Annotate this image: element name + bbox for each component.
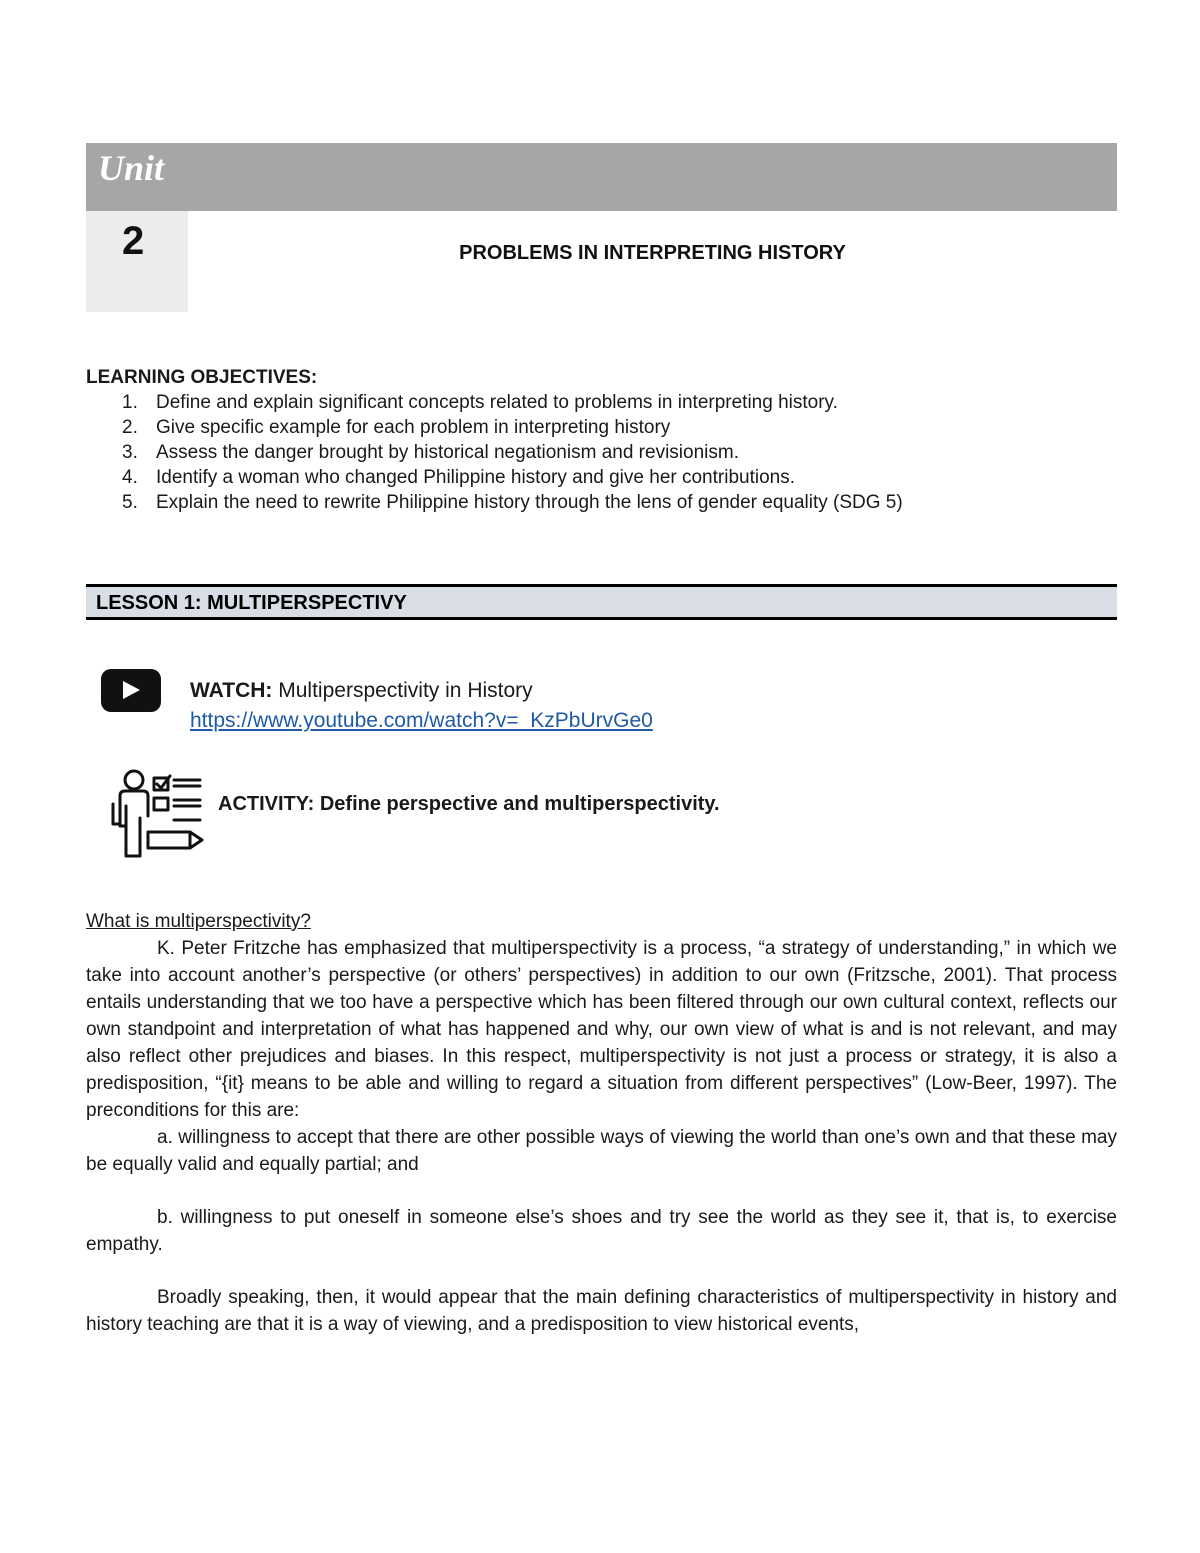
activity-instruction [218, 793, 720, 816]
list-text: Give specific example for each problem in interpreting history [156, 417, 671, 438]
list-number: 1. [122, 392, 138, 413]
precondition-b: b. willingness to put oneself in someone else’s shoes and try see the world as they see it, that is, to exercise empathy. [86, 1207, 1117, 1255]
precondition-a: a. willingness to accept that there are other possible ways of viewing the world than one’s own and that these may be equally valid and equally partial; and [86, 1127, 1117, 1175]
list-text: Assess the danger brought by historical negationism and revisionism. [156, 442, 739, 463]
reading-subheading: What is multiperspectivity? [86, 911, 311, 932]
reading-section [86, 908, 1117, 1338]
list-number: 4. [122, 467, 138, 488]
paragraph: Broadly speaking, then, it would appear that the main defining characteristics of multiperspectivity in history and history teaching are that it is a way of viewing, and a predisposition to view historical events, [86, 1287, 1117, 1335]
play-triangle-icon [123, 681, 140, 699]
watch-title: Multiperspectivity in History [272, 679, 533, 702]
list-item [86, 440, 1117, 465]
objectives-heading: LEARNING OBJECTIVES: [86, 367, 318, 388]
list-text: Identify a woman who changed Philippine history and give her contributions. [156, 467, 795, 488]
paragraph: K. Peter Fritzche has emphasized that multiperspectivity is a process, “a strategy of understanding,” in which we take into account another’s perspective (or others’ perspectives) in addition to our own (Fritzsche, 2001). That process entails understanding that we too have a perspective which has been filtered through our own cultural context, reflects our own standpoint and interpretation of what has happened and why, our own view of what is and is not relevant, and may also reflect other prejudices and biases. In this respect, multiperspectivity is not just a process or strategy, it is also a predisposition, “{it} means to be able and willing to regard a situation from different perspectives” (Low-Beer, 1997). The preconditions for this are: [86, 938, 1117, 1121]
youtube-play-icon [101, 669, 161, 712]
list-text: Define and explain significant concepts related to problems in interpreting history. [156, 392, 838, 413]
list-text: Explain the need to rewrite Philippine history through the lens of gender equality (SDG 5) [156, 492, 903, 513]
spacer [86, 1258, 1117, 1284]
list-number: 5. [122, 492, 138, 513]
spacer [86, 1178, 1117, 1204]
list-number: 2. [122, 417, 138, 438]
unit-title: PROBLEMS IN INTERPRETING HISTORY [459, 242, 846, 264]
objectives-list [86, 390, 1117, 515]
video-link[interactable]: https://www.youtube.com/watch?v=_KzPbUrvGe0 [190, 709, 653, 732]
list-number: 3. [122, 442, 138, 463]
activity-text: Define perspective and multiperspectivity. [314, 793, 720, 815]
lesson-title: LESSON 1: MULTIPERSPECTIVY [96, 592, 407, 614]
unit-header-bar [86, 143, 1117, 211]
watch-label: WATCH: [190, 679, 273, 702]
list-item [86, 415, 1117, 440]
unit-number: 2 [122, 219, 145, 263]
watch-block [190, 676, 653, 736]
activity-label: ACTIVITY: [218, 793, 315, 815]
person-checklist-icon [108, 766, 206, 860]
list-item [86, 465, 1117, 490]
learning-objectives [86, 365, 1117, 515]
unit-number-box [86, 211, 188, 312]
unit-label: Unit [98, 148, 165, 188]
list-item [86, 390, 1117, 415]
list-item [86, 490, 1117, 515]
lesson-header-bar [86, 584, 1117, 620]
